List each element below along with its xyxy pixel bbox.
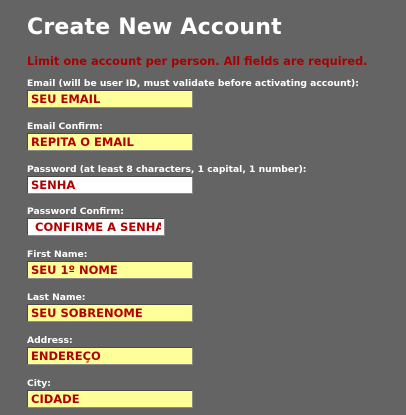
password-field-group bbox=[27, 164, 397, 194]
email-field-group bbox=[27, 78, 397, 108]
first-name-label: First Name: bbox=[27, 249, 88, 260]
email-label: Email (will be user ID, must validate before activating account): bbox=[27, 78, 359, 89]
password-confirm-label: Password Confirm: bbox=[27, 206, 124, 217]
last-name-field-group bbox=[27, 292, 397, 322]
password-label: Password (at least 8 characters, 1 capital, 1 number): bbox=[27, 164, 307, 175]
email-confirm-field-group bbox=[27, 121, 397, 151]
password-confirm-field-group bbox=[27, 206, 397, 236]
first-name-input[interactable] bbox=[27, 261, 193, 279]
email-confirm-label: Email Confirm: bbox=[27, 121, 103, 132]
requirements-notice: Limit one account per person. All fields are required. bbox=[27, 54, 368, 68]
email-confirm-input[interactable] bbox=[27, 133, 193, 151]
password-input[interactable] bbox=[27, 176, 193, 194]
city-input[interactable] bbox=[27, 390, 193, 408]
password-confirm-input[interactable] bbox=[27, 218, 165, 236]
last-name-input[interactable] bbox=[27, 304, 193, 322]
city-field-group bbox=[27, 378, 397, 408]
address-label: Address: bbox=[27, 335, 73, 346]
address-input[interactable] bbox=[27, 347, 193, 365]
last-name-label: Last Name: bbox=[27, 292, 86, 303]
page-title: Create New Account bbox=[27, 15, 282, 40]
email-input[interactable] bbox=[27, 90, 193, 108]
first-name-field-group bbox=[27, 249, 397, 279]
city-label: City: bbox=[27, 378, 51, 389]
address-field-group bbox=[27, 335, 397, 365]
